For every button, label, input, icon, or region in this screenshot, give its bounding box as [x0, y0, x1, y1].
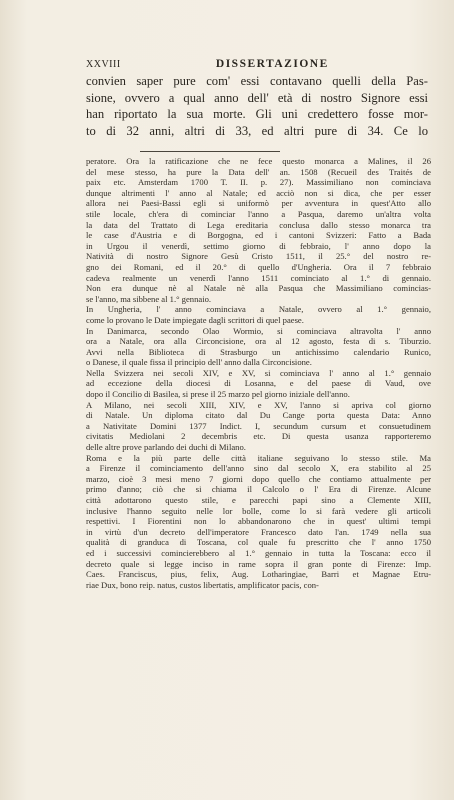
- footnote-line: decreto quale si legge inciso in rame sopra il gran ponte di Firenze: Imp.: [86, 558, 431, 569]
- footnote-line: del mese stesso, ha pure la Data dell' an. 1508 (Recueil des Traités de: [86, 166, 431, 177]
- footnote-line: primo d'anno; ciò che si chiama il Calcolo o l' Era di Firenze. Alcune: [86, 484, 431, 495]
- footnote-line: la data del Trattato di Lega ereditaria conclusa dallo stesso monarca tra: [86, 219, 431, 230]
- main-text-line: to di 32 anni, altri di 33, ed altri pure di 34. Ce lo: [86, 123, 428, 138]
- footnote-line: le case d'Austria e di Borgogna, ed i cantoni Svizzeri: Fatto a Bada: [86, 230, 431, 241]
- main-text-line: sione, ovvero a qual anno dell' età di nostro Signore essi: [86, 90, 428, 105]
- footnote-line: Caes. Franciscus, pius, felix, Aug. Lotharingiae, Barri et Magnae Etru-: [86, 569, 431, 580]
- footnote-line: a Nativitate Domini 1377 Indict. I, secundum cursum et consuetudinem: [86, 420, 431, 431]
- footnote-line: ora a Natale, ora alla Circoncisione, ora al 12 agosto, festa di s. Tiburzio.: [86, 336, 431, 347]
- footnote-line: come lo provano le Date impiegate dagli scrittori di quel paese.: [86, 314, 304, 325]
- main-text-block: [86, 73, 428, 139]
- footnote-line: paix etc. Amsterdam 1700 T. II. p. 27). Massimiliano non cominciava: [86, 177, 431, 188]
- footnote-line: allora nei Paesi-Bassi egli si uniformò per avventura in quest'Atto allo: [86, 198, 431, 209]
- footnote-line: a Firenze il cominciamento dell'anno sino dal secolo X, era stabilito al 25: [86, 463, 431, 474]
- page-header: [86, 58, 424, 70]
- footnote-line: di Natale. Un diploma citato dal Du Cange porta questa Data: Anno: [86, 410, 431, 421]
- footnote-line: o Danese, il quale fissa il principio dell' anno dalla Circoncisione.: [86, 357, 312, 368]
- footnote-line: in virtù d'un decreto dell'imperatore Francesco dato l'an. 1749 nella sua: [86, 526, 431, 537]
- footnote-line: civitatis Mediolani 2 decembris etc. Di questa usanza rapporteremo: [86, 431, 431, 442]
- footnote-line: in Urgou il venerdì, settimo giorno di febbraio, l' anno dopo la: [86, 240, 431, 251]
- main-text-line: han riportato la sua morte. Gli uni credettero fosse mor-: [86, 107, 428, 121]
- footnote-line: riae Dux, bono reip. natus, custos libertatis, amplificator pacis, con-: [86, 579, 319, 590]
- footnote-line: respettivi. I Fiorentini non lo abbandonarono che in quest' ultimi tempi: [86, 516, 431, 527]
- footnote-line: dopo il Concilio di Basilea, si prese il 25 marzo pel giorno iniziale dell'anno.: [86, 389, 350, 400]
- footnote-line: In Ungheria, l' anno cominciava a Natale, ovvero al 1.° gennaio,: [86, 304, 431, 315]
- footnote-line: ed i successivi comincierebbero al 1.° gennaio in tutta la Toscana: ecco il: [86, 547, 431, 558]
- footnote-line: inclusive l'hanno seguito nelle lor bolle, come lo si farà vedere gli articoli: [86, 505, 431, 516]
- footnote-line: peratore. Ora la ratificazione che ne fece questo monarca a Malines, il 26: [86, 156, 431, 166]
- footnote-line: ad eccezione della diocesi di Losanna, e del paese di Vaud, ove: [86, 378, 431, 389]
- footnote-line: città adottarono questo stile, e parecchi papi sino a Clemente XIII,: [86, 495, 431, 505]
- footnote-line: Avvi nella Biblioteca di Strasburgo un antichissimo calendario Runico,: [86, 346, 431, 357]
- footnote-line: Non era dunque nè al Natale nè alla Pasqua che Massimiliano comincias-: [86, 283, 431, 294]
- main-text-line: convien saper pure com' essi contavano quelli della Pas-: [86, 74, 428, 88]
- footnote-line: se l'anno, ma sibbene al 1.° gennaio.: [86, 293, 212, 304]
- footnote-line: In Danimarca, secondo Olao Wormio, si cominciava altravolta l' anno: [86, 325, 431, 336]
- running-title: DISSERTAZIONE: [215, 58, 329, 70]
- footnote-line: cadeva realmente un venerdì l'anno 1511 cominciato al 1.° di gennaio.: [86, 272, 431, 283]
- footnote-line: A Milano, nei secoli XIII, XIV, e XV, l'anno si apriva col giorno: [86, 399, 431, 410]
- footnote-line: stile locale, ch'era di cominciar l'anno a Pasqua, daremo un'altra volta: [86, 208, 431, 219]
- footnote-line: Nella Svizzera nei secoli XIV, e XV, si cominciava l' anno al 1.° gennaio: [86, 367, 431, 378]
- footnote-line: marzo, cioè 3 mesi meno 7 giorni dopo quello che contiamo attualmente per: [86, 473, 431, 484]
- footnote-line: dunque altrimenti l' anno al Natale; ed acciò non si dica, che per esser: [86, 187, 431, 198]
- footnote-line: Natività di nostro Signore Gesù Cristo 1511, il 25.° del nostro re-: [86, 251, 431, 262]
- footnote-line: qualità di granduca di Toscana, col quale fu prescritto che l' anno 1750: [86, 537, 431, 548]
- page-number: XXVIII: [86, 59, 121, 70]
- footnote-line: gno dei Romani, ed il 20.° di quello d'Ungheria. Ora il 7 febbraio: [86, 261, 431, 272]
- footnote-line: delle altre prove parlando dei duchi di Milano.: [86, 442, 246, 453]
- footnotes-block: [86, 156, 431, 590]
- footnote-separator: [140, 151, 280, 152]
- footnote-line: Roma e la più parte delle città italiane seguivano lo stesso stile. Ma: [86, 452, 431, 463]
